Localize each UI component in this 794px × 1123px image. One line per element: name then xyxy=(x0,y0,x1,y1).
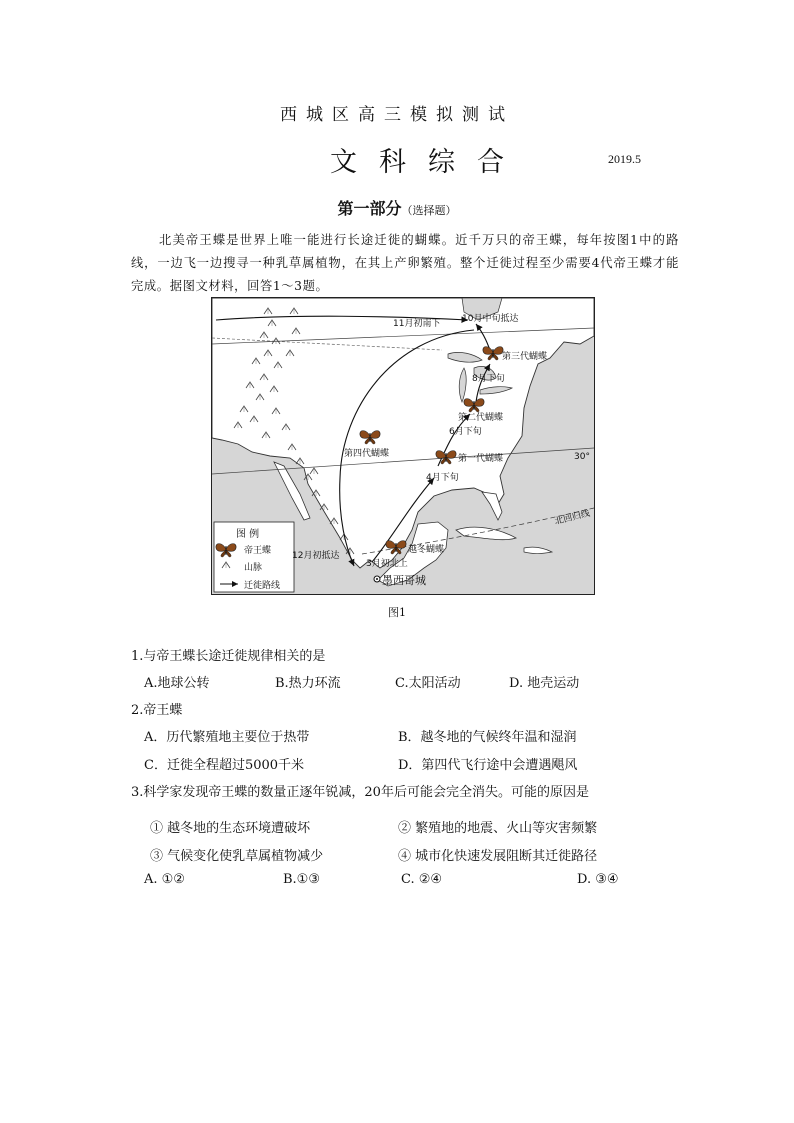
legend-route: 迁徙路线 xyxy=(244,581,281,591)
map-label-dec: 12月初抵达 xyxy=(292,551,340,561)
map-label-gen3: 第三代蝴蝶 xyxy=(502,352,548,362)
q1-option-a: A.地球公转 xyxy=(144,676,210,691)
map-label-aug: 8月下旬 xyxy=(472,374,505,384)
map-label-oct: 10月中旬抵达 xyxy=(462,314,519,324)
q3-option-d: D. ③④ xyxy=(577,872,619,887)
map-label-city: 墨西哥城 xyxy=(382,574,426,587)
q3-statement-2: ② 繁殖地的地震、火山等灾害频繁 xyxy=(398,821,598,836)
part-title xyxy=(0,196,794,219)
subject-title: 文科综合 xyxy=(330,147,526,178)
part-subtitle: （选择题） xyxy=(401,204,457,217)
q3-option-c: C. ②④ xyxy=(401,872,443,887)
map-label-gen2: 第二代蝴蝶 xyxy=(458,413,504,423)
part-title-main: 第一部分 xyxy=(337,199,402,218)
map-label-tropic: 北回归线 xyxy=(553,508,592,528)
q3-option-a: A. ①② xyxy=(144,872,185,887)
q3-statement-3: ③ 气候变化使乳草属植物减少 xyxy=(150,849,324,864)
legend-title: 图 例 xyxy=(236,529,260,540)
q2-option-a: A．历代繁殖地主要位于热带 xyxy=(144,730,310,745)
map-label-nov: 11月初南下 xyxy=(393,319,441,329)
legend-mountain: 山脉 xyxy=(244,563,263,573)
q2-option-d: D．第四代飞行途中会遭遇飓风 xyxy=(398,758,578,773)
question-2-stem: 2.帝王蝶 xyxy=(131,703,183,718)
map-label-apr: 4月下旬 xyxy=(426,473,459,483)
figure-caption: 图1 xyxy=(388,606,406,619)
q1-option-c: C.太阳活动 xyxy=(395,676,461,691)
exam-date: 2019.5 xyxy=(608,152,641,166)
map-label-gen4: 第四代蝴蝶 xyxy=(344,449,390,459)
intro-paragraph: 北美帝王蝶是世界上唯一能进行长途迁徙的蝴蝶。近千万只的帝王蝶，每年按图1中的路线，一边飞一边搜寻一种乳草属植物，在其上产卵繁殖。整个迁徙过程至少需要4代帝王蝶才能完成。据图文材料，回答1～3题。 xyxy=(131,233,679,293)
q2-option-b: B．越冬地的气候终年温和湿润 xyxy=(398,730,577,745)
school-title: 西城区高三模拟测试 xyxy=(280,105,514,125)
q3-option-b: B.①③ xyxy=(283,872,320,887)
migration-map xyxy=(211,297,595,595)
question-3-stem: 3.科学家发现帝王蝶的数量正逐年锐减，20年后可能会完全消失。可能的原因是 xyxy=(131,785,589,800)
q1-option-b: B.热力环流 xyxy=(275,676,341,691)
legend-butterfly: 帝王蝶 xyxy=(244,546,272,556)
q3-statement-4: ④ 城市化快速发展阻断其迁徙路径 xyxy=(398,849,598,864)
q1-option-d: D. 地壳运动 xyxy=(509,676,580,691)
map-label-mar: 3月初北上 xyxy=(366,559,408,569)
map-label-lat30: 30° xyxy=(574,452,590,462)
map-label-winter: 越冬蝴蝶 xyxy=(408,545,445,555)
map-label-gen1: 第一代蝴蝶 xyxy=(458,454,504,464)
question-1-stem: 1.与帝王蝶长途迁徙规律相关的是 xyxy=(131,649,326,664)
q2-option-c: C．迁徙全程超过5000千米 xyxy=(144,758,305,773)
q3-statement-1: ① 越冬地的生态环境遭破坏 xyxy=(150,821,311,836)
map-label-jun: 6月下旬 xyxy=(449,427,482,437)
